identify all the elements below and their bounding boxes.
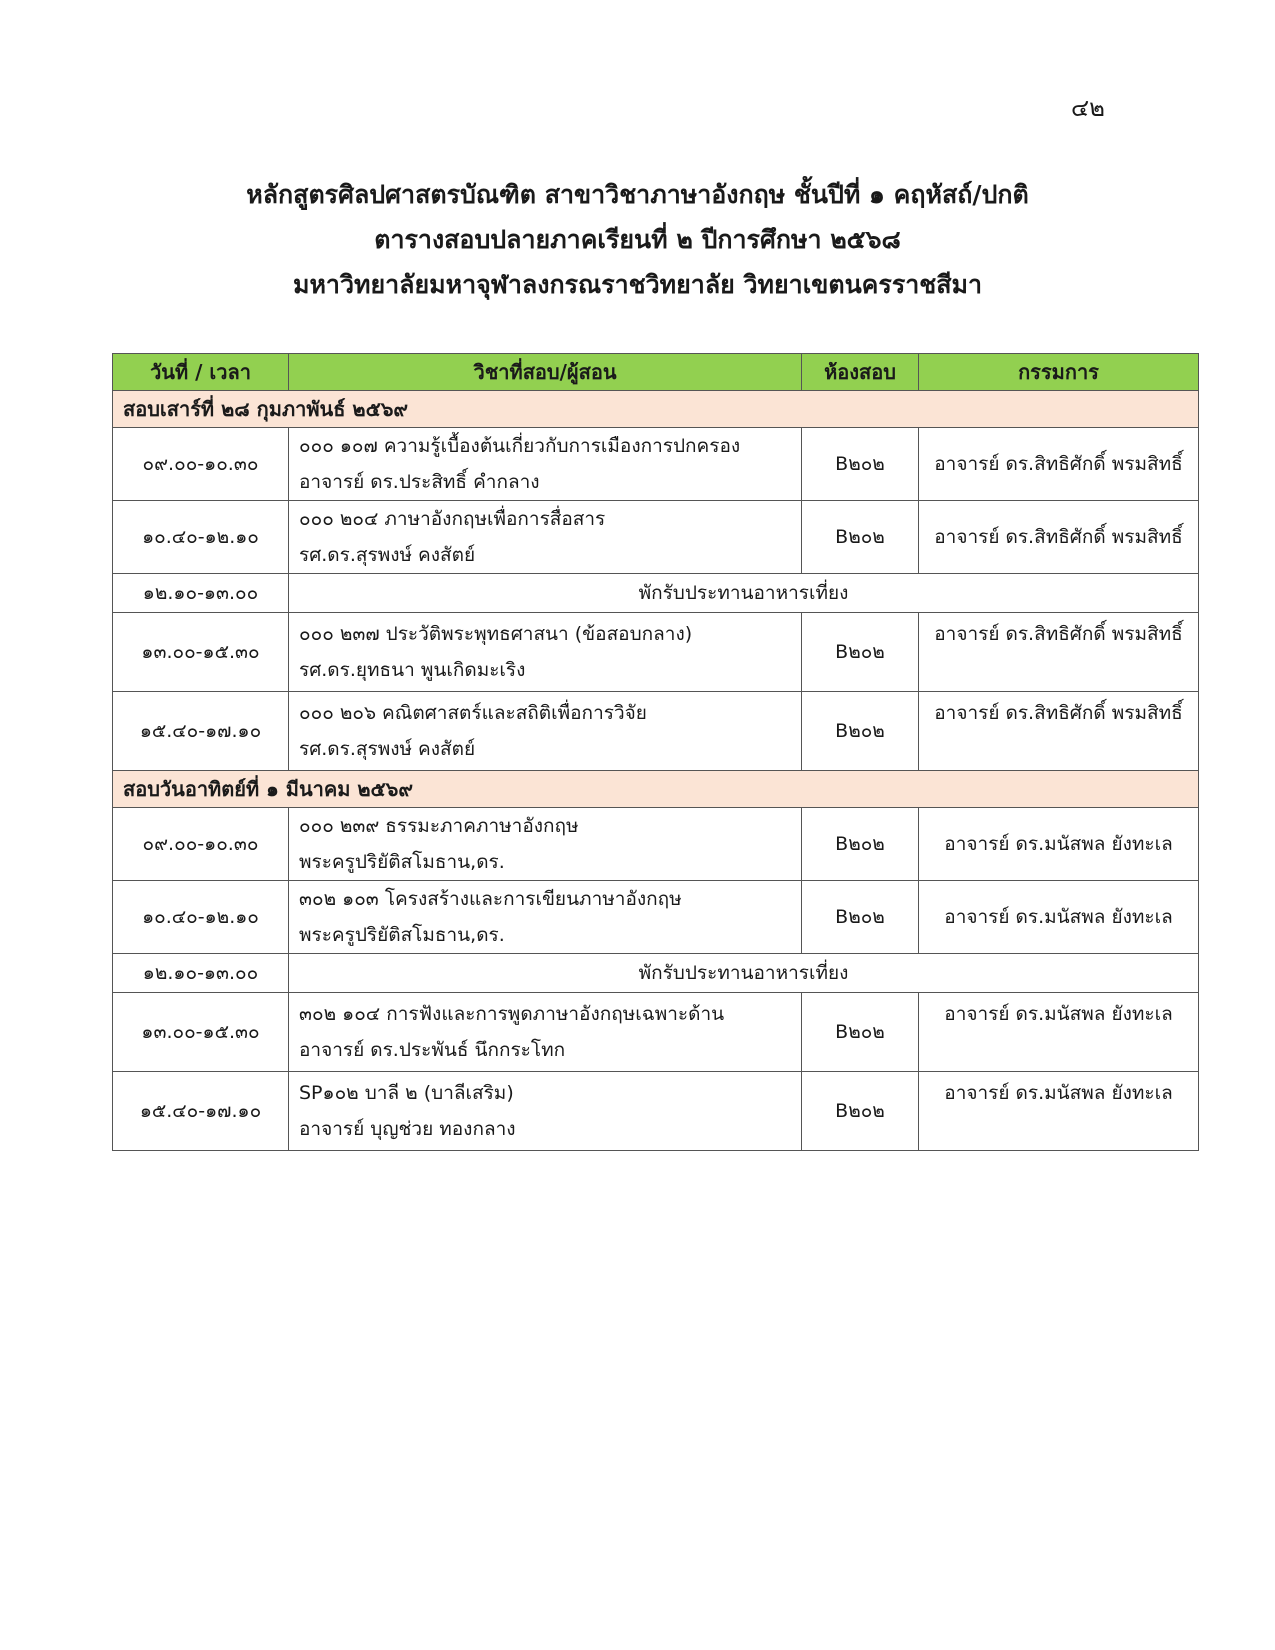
exam-room: B๒๐๒	[802, 613, 919, 692]
exam-subject-cell	[289, 428, 802, 501]
subject-name: ๐๐๐ ๒๓๗ ประวัติพระพุทธศาสนา (ข้อสอบกลาง)	[299, 623, 693, 645]
exam-room: B๒๐๒	[802, 1072, 919, 1151]
exam-room: B๒๐๒	[802, 501, 919, 574]
subject-name: ๐๐๐ ๑๐๗ ความรู้เบื้องต้นเกี่ยวกับการเมืองการปกครอง	[299, 435, 741, 457]
exam-time: ๑๕.๔๐-๑๗.๑๐	[113, 692, 289, 771]
page-number: ๔๒	[1071, 94, 1105, 122]
header-subject: วิชาที่สอบ/ผู้สอน	[289, 354, 802, 391]
exam-time: ๑๓.๐๐-๑๕.๓๐	[113, 613, 289, 692]
day-label: สอบเสาร์ที่ ๒๘ กุมภาพันธ์ ๒๕๖๙	[113, 391, 1199, 428]
exam-committee: อาจารย์ ดร.สิทธิศักดิ์ พรมสิทธิ์	[919, 613, 1199, 692]
table-row	[113, 881, 1199, 954]
table-row	[113, 993, 1199, 1072]
table-row	[113, 501, 1199, 574]
exam-subject-cell	[289, 1072, 802, 1151]
exam-room: B๒๐๒	[802, 993, 919, 1072]
instructor-name: อาจารย์ บุญช่วย ทองกลาง	[299, 1118, 516, 1140]
subject-name: ๐๐๐ ๒๐๔ ภาษาอังกฤษเพื่อการสื่อสาร	[299, 508, 606, 530]
header-row	[113, 354, 1199, 391]
subject-name: ๓๐๒ ๑๐๓ โครงสร้างและการเขียนภาษาอังกฤษ	[299, 888, 682, 910]
exam-committee: อาจารย์ ดร.มนัสพล ยังทะเล	[919, 1072, 1199, 1151]
exam-room: B๒๐๒	[802, 692, 919, 771]
exam-committee: อาจารย์ ดร.มนัสพล ยังทะเล	[919, 993, 1199, 1072]
table-row	[113, 808, 1199, 881]
day-label: สอบวันอาทิตย์ที่ ๑ มีนาคม ๒๕๖๙	[113, 771, 1199, 808]
lunch-row	[113, 574, 1199, 613]
exam-schedule-table	[112, 353, 1199, 1151]
lunch-time: ๑๒.๑๐-๑๓.๐๐	[113, 574, 289, 613]
exam-subject-cell	[289, 881, 802, 954]
exam-subject-cell	[289, 501, 802, 574]
table-row	[113, 613, 1199, 692]
subject-name: ๓๐๒ ๑๐๔ การฟังและการพูดภาษาอังกฤษเฉพาะด้าน	[299, 1003, 725, 1025]
exam-room: B๒๐๒	[802, 881, 919, 954]
exam-time: ๑๕.๔๐-๑๗.๑๐	[113, 1072, 289, 1151]
exam-time: ๑๐.๔๐-๑๒.๑๐	[113, 881, 289, 954]
lunch-break-label: พักรับประทานอาหารเที่ยง	[289, 954, 1199, 993]
lunch-break-label: พักรับประทานอาหารเที่ยง	[289, 574, 1199, 613]
exam-time: ๑๓.๐๐-๑๕.๓๐	[113, 993, 289, 1072]
exam-room: B๒๐๒	[802, 808, 919, 881]
subject-name: ๐๐๐ ๒๓๙ ธรรมะภาคภาษาอังกฤษ	[299, 815, 579, 837]
title-line-2: ตารางสอบปลายภาคเรียนที่ ๒ ปีการศึกษา ๒๕๖๘	[374, 225, 901, 254]
day-header-row	[113, 771, 1199, 808]
header-room: ห้องสอบ	[802, 354, 919, 391]
instructor-name: พระครูปริยัติสโมธาน,ดร.	[299, 851, 505, 873]
exam-time: ๑๐.๔๐-๑๒.๑๐	[113, 501, 289, 574]
exam-subject-cell	[289, 993, 802, 1072]
table-row	[113, 692, 1199, 771]
title-line-3: มหาวิทยาลัยมหาจุฬาลงกรณราชวิทยาลัย วิทยาเขตนครราชสีมา	[292, 270, 983, 299]
instructor-name: รศ.ดร.ยุทธนา พูนเกิดมะเริง	[299, 659, 526, 681]
exam-committee: อาจารย์ ดร.มนัสพล ยังทะเล	[919, 808, 1199, 881]
instructor-name: อาจารย์ ดร.ประพันธ์ นึกกระโทก	[299, 1039, 566, 1061]
exam-room: B๒๐๒	[802, 428, 919, 501]
exam-committee: อาจารย์ ดร.สิทธิศักดิ์ พรมสิทธิ์	[919, 501, 1199, 574]
day-header-row	[113, 391, 1199, 428]
instructor-name: อาจารย์ ดร.ประสิทธิ์ คำกลาง	[299, 471, 540, 493]
table-row	[113, 1072, 1199, 1151]
header-committee: กรรมการ	[919, 354, 1199, 391]
lunch-time: ๑๒.๑๐-๑๓.๐๐	[113, 954, 289, 993]
subject-name: SP๑๐๒ บาลี ๒ (บาลีเสริม)	[299, 1082, 514, 1104]
exam-time: ๐๙.๐๐-๑๐.๓๐	[113, 808, 289, 881]
exam-committee: อาจารย์ ดร.มนัสพล ยังทะเล	[919, 881, 1199, 954]
document-title	[0, 172, 1275, 307]
table-row	[113, 428, 1199, 501]
exam-subject-cell	[289, 692, 802, 771]
instructor-name: พระครูปริยัติสโมธาน,ดร.	[299, 924, 505, 946]
exam-committee: อาจารย์ ดร.สิทธิศักดิ์ พรมสิทธิ์	[919, 428, 1199, 501]
exam-time: ๐๙.๐๐-๑๐.๓๐	[113, 428, 289, 501]
title-line-1: หลักสูตรศิลปศาสตรบัณฑิต สาขาวิชาภาษาอังกฤษ ชั้นปีที่ ๑ คฤหัสถ์/ปกติ	[246, 180, 1029, 209]
lunch-row	[113, 954, 1199, 993]
exam-subject-cell	[289, 613, 802, 692]
header-time: วันที่ / เวลา	[113, 354, 289, 391]
exam-subject-cell	[289, 808, 802, 881]
subject-name: ๐๐๐ ๒๐๖ คณิตศาสตร์และสถิติเพื่อการวิจัย	[299, 702, 647, 724]
instructor-name: รศ.ดร.สุรพงษ์ คงสัตย์	[299, 738, 476, 760]
exam-committee: อาจารย์ ดร.สิทธิศักดิ์ พรมสิทธิ์	[919, 692, 1199, 771]
instructor-name: รศ.ดร.สุรพงษ์ คงสัตย์	[299, 544, 476, 566]
